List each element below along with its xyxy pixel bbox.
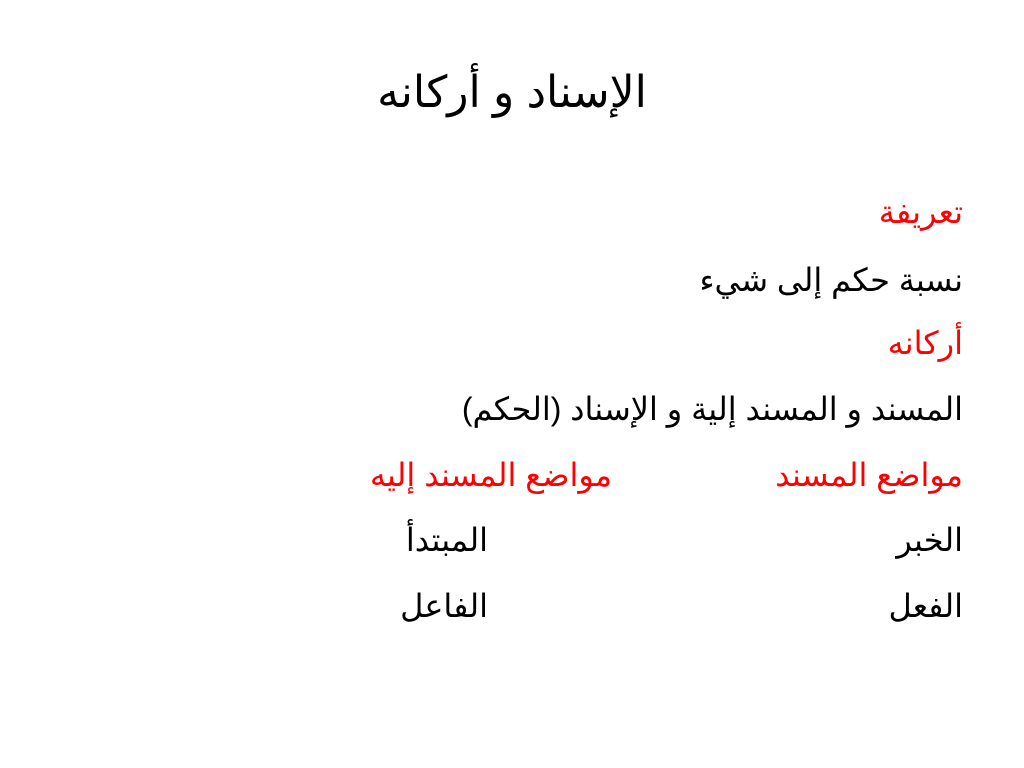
pillars-heading: أركانه [887, 325, 963, 361]
slide-title: الإسناد و أركانه [377, 68, 647, 117]
predicate-places-heading: مواضع المسند [775, 457, 963, 493]
subject-example-1: المبتدأ [405, 522, 488, 558]
pillars-text: المسند و المسند إلية و الإسناد (الحكم) [461, 391, 963, 427]
definition-text: نسبة حكم إلى شيء [699, 262, 963, 298]
predicate-example-2: الفعل [888, 588, 963, 624]
predicate-example-1: الخبر [896, 522, 963, 558]
subject-places-heading: مواضع المسند إليه [369, 457, 612, 493]
subject-example-2: الفاعل [400, 588, 488, 624]
definition-heading: تعريفة [878, 194, 963, 230]
